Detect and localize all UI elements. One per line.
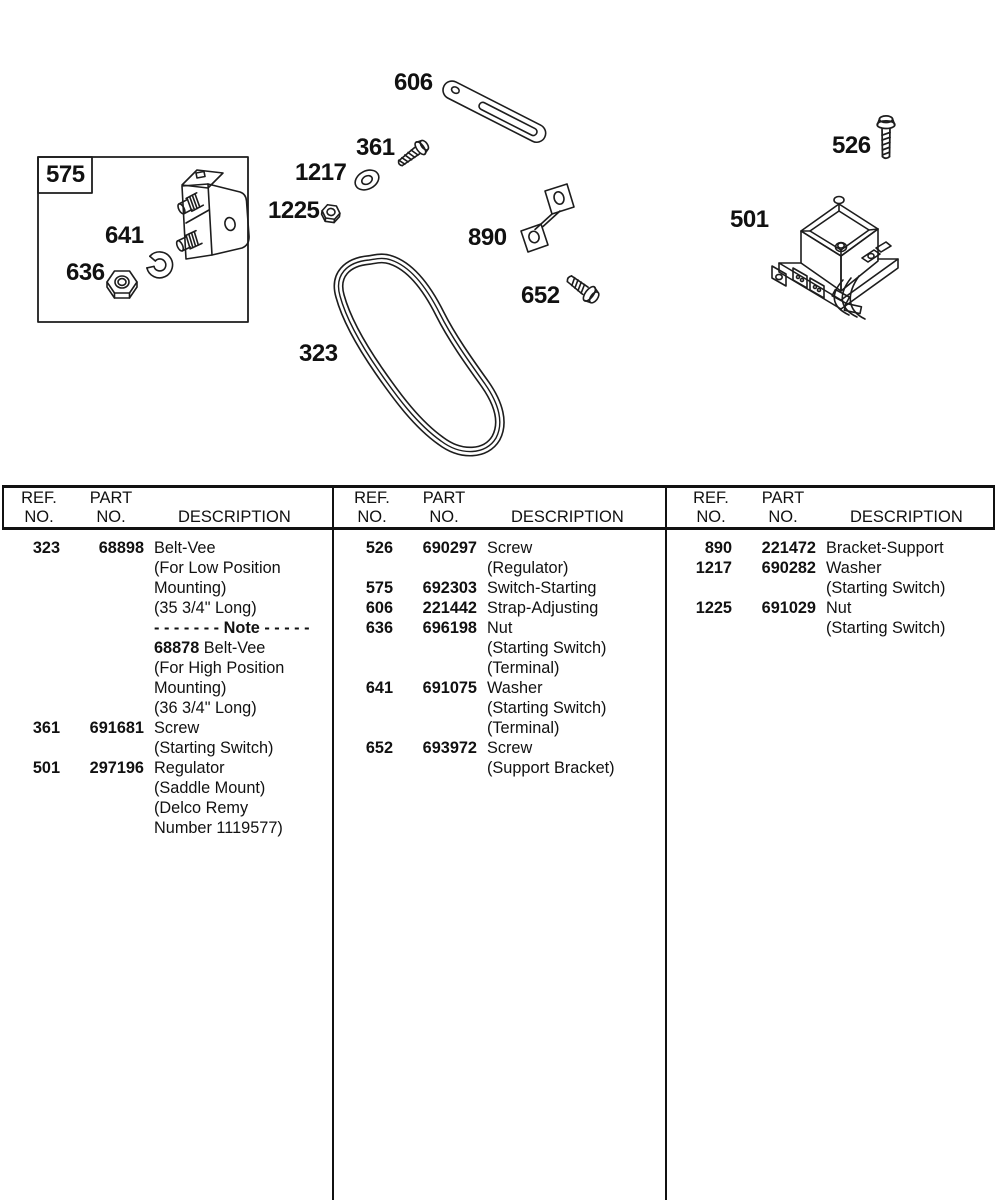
parts-table-line: (For Low Position (154, 559, 281, 577)
ref-no-header: REF. NO. (693, 489, 729, 526)
parts-column-3 (672, 484, 1000, 1200)
ref-label-636: 636 (66, 259, 105, 286)
parts-table-line: 636 696198 Nut (365, 619, 513, 637)
regulator-drawing (772, 197, 898, 320)
parts-table-line: (Terminal) (487, 659, 560, 677)
parts-table-line: Mounting) (154, 579, 227, 597)
parts-table-line: (Starting Switch) (487, 639, 607, 657)
ref-label-526: 526 (832, 132, 871, 159)
parts-table-line: (35 3/4" Long) (154, 599, 257, 617)
parts-table-line: 890 221472 Bracket-Support (704, 539, 944, 557)
hex-nut-drawing (107, 271, 137, 298)
support-bracket-drawing (521, 184, 574, 252)
parts-table-line: 641 691075 Washer (365, 679, 543, 697)
ref-no-header: REF. NO. (354, 489, 390, 526)
parts-table-line: (Delco Remy (154, 799, 249, 817)
parts-table-line: (Starting Switch) (154, 739, 274, 757)
washer-1217-drawing (352, 166, 383, 194)
parts-table-line: Mounting) (154, 679, 227, 697)
adjusting-strap-drawing (440, 78, 549, 145)
parts-table-line: 323 68898 Belt-Vee (32, 539, 216, 557)
table-column-divider-2 (665, 485, 667, 1200)
parts-table-line: (Saddle Mount) (154, 779, 266, 797)
parts-column-2 (333, 484, 661, 1200)
parts-table-line: 526 690297 Screw (365, 539, 533, 557)
parts-table-line: - - - - - - - Note - - - - - (154, 619, 310, 637)
column-header (0, 484, 328, 530)
parts-table-line: (Starting Switch) (826, 619, 946, 637)
parts-table-line: (Terminal) (487, 719, 560, 737)
ref-label-641: 641 (105, 222, 144, 249)
parts-table-line: (Starting Switch) (487, 699, 607, 717)
column-header (333, 484, 661, 530)
parts-table-line: (For High Position (154, 659, 285, 677)
ref-label-1217: 1217 (295, 159, 347, 186)
part-no-header: PART NO. (761, 489, 805, 526)
parts-table-line: 575 692303 Switch-Starting (365, 579, 597, 597)
parts-table-line: 361 691681 Screw (32, 719, 200, 737)
ref-label-606: 606 (394, 69, 433, 96)
parts-table-line: 1217 690282 Washer (695, 559, 882, 577)
belt-drawing (339, 258, 500, 451)
parts-table-line: 501 297196 Regulator (32, 759, 225, 777)
ref-label-652: 652 (521, 282, 560, 309)
part-no-header: PART NO. (89, 489, 133, 526)
screw-526-drawing (877, 116, 895, 158)
ref-label-575: 575 (46, 161, 85, 188)
description-header: DESCRIPTION (511, 508, 624, 526)
description-header: DESCRIPTION (178, 508, 291, 526)
parts-table-line: Number 1119577) (154, 819, 283, 837)
ref-label-890: 890 (468, 224, 507, 251)
column-header (672, 484, 1000, 530)
parts-column-1 (0, 484, 328, 1200)
parts-lines (672, 538, 1000, 638)
screw-652-drawing (563, 271, 602, 306)
lock-washer-drawing (145, 249, 175, 280)
parts-table-line: (Support Bracket) (487, 759, 615, 777)
parts-table-line: 68878 Belt-Vee (154, 639, 266, 657)
ref-label-1225: 1225 (268, 197, 320, 224)
parts-table-line: 652 693972 Screw (365, 739, 533, 757)
exploded-parts-diagram (0, 0, 1000, 480)
parts-table-line: 1225 691029 Nut (695, 599, 852, 617)
nut-1225-drawing (321, 204, 341, 223)
part-no-header: PART NO. (422, 489, 466, 526)
parts-lines (333, 538, 661, 778)
parts-table-line: (Regulator) (487, 559, 569, 577)
ref-no-header: REF. NO. (21, 489, 57, 526)
parts-table-line: 606 221442 Strap-Adjusting (365, 599, 599, 617)
description-header: DESCRIPTION (850, 508, 963, 526)
screw-361-drawing (395, 137, 432, 170)
ref-label-501: 501 (730, 206, 769, 233)
parts-table-line: (Starting Switch) (826, 579, 946, 597)
parts-lines (0, 538, 328, 838)
ref-label-323: 323 (299, 340, 338, 367)
ref-label-361: 361 (356, 134, 395, 161)
parts-table-line: (36 3/4" Long) (154, 699, 257, 717)
starting-switch-drawing (175, 170, 249, 259)
